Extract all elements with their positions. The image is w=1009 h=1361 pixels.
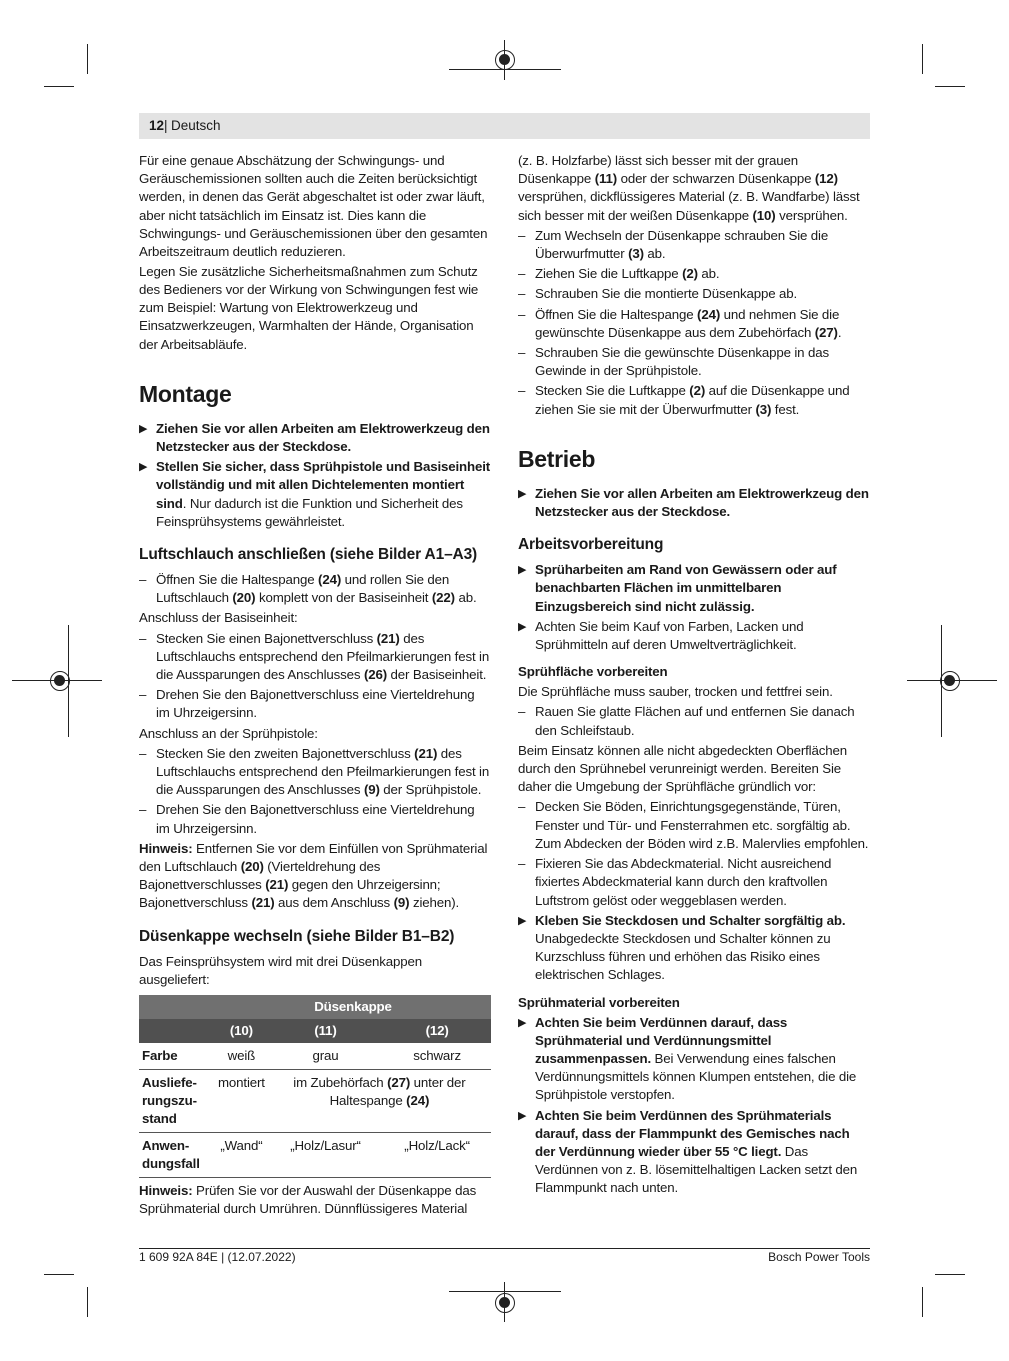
hinweis-note: Hinweis: Prüfen Sie vor der Auswahl der Düsenkappe das Sprühmaterial durch Umrühren. Dünnflüssigeres Material — [139, 1183, 477, 1217]
continued-paragraph: (z. B. Holzfarbe) lässt sich besser mit der grauen Düsenkappe (11) oder der schwarzen Düsenkappe (12) versprühen, dickflüssigeres Material (z. B. Wandfarbe) lässt sich besser mit der weißen Düsenkappe (10) versprühen. — [518, 153, 860, 223]
table-title: Düsenkappe — [215, 995, 491, 1019]
crop-mark — [44, 1274, 74, 1275]
crop-mark — [922, 44, 923, 74]
warning-item: ▶ Ziehen Sie vor allen Arbeiten am Elektrowerkzeug den Netzstecker aus der Steckdose. — [139, 420, 491, 456]
list-item: – Öffnen Sie die Haltespange (24) und nehmen Sie die gewünschte Düsenkappe aus dem Zubehörfach (27). — [518, 306, 870, 342]
table-col-header: (10) — [215, 1019, 268, 1043]
duesen-intro: Das Feinsprühsystem wird mit drei Düsenkappen ausgeliefert: — [139, 953, 422, 987]
warning-item: ▶ Achten Sie beim Verdünnen des Sprühmaterials darauf, dass der Flammpunkt des Gemisches nach der Verdünnung wieder über 55 °C liegt. Das Verdünnen von z. B. lösemittelhaltigen Lacken setzt den Flammpunkt nach unten. — [518, 1107, 870, 1198]
crop-mark — [87, 1287, 88, 1317]
intro-paragraph: Legen Sie zusätzliche Sicherheitsmaßnahmen zum Schutz des Bedieners vor der Wirkung von Schwingungen fest wie zum Beispiel: Wartung von Elektrowerkzeug und Einsatzwerkzeugen, Warmhalten der Hände, Organisation der Arbeitsabläufe. — [139, 263, 479, 352]
subsection-title-duesenkappe: Düsenkappe wechseln (siehe Bilder B1–B2) — [139, 927, 455, 945]
list-item: – Rauen Sie glatte Flächen auf und entfernen Sie danach den Schleifstaub. — [518, 703, 870, 739]
registration-target-icon — [940, 671, 960, 691]
subheading-spruehflaeche: Sprühfläche vorbereiten — [518, 664, 668, 680]
section-title-montage: Montage — [139, 380, 232, 407]
warning-item: ▶ Sprüharbeiten am Rand von Gewässern oder auf benachbarten Flächen im unmittelbaren Einzugsbereich sind nicht zulässig. — [518, 561, 870, 616]
list-item: – Ziehen Sie die Luftkappe (2) ab. — [518, 265, 870, 283]
list-item: – Drehen Sie den Bajonettverschluss eine Vierteldrehung im Uhrzeigersinn. — [139, 686, 491, 722]
list-item: – Drehen Sie den Bajonettverschluss eine Vierteldrehung im Uhrzeigersinn. — [139, 801, 491, 837]
crop-mark — [44, 86, 74, 87]
label-anschluss-pistole: Anschluss an der Sprühpistole: — [139, 725, 318, 741]
list-item: – Fixieren Sie das Abdeckmaterial. Nicht ausreichend fixiertes Abdeckmaterial kann durch den kraftvollen Luftstrom gelöst oder weggeblasen werden. — [518, 855, 870, 910]
subsection-title-luftschlauch: Luftschlauch anschließen (siehe Bilder A1–A3) — [139, 545, 478, 563]
table-col-header: (12) — [383, 1019, 491, 1043]
footer-rule — [139, 1248, 870, 1249]
registration-target-icon — [495, 1293, 515, 1313]
list-item: – Stecken Sie die Luftkappe (2) auf die Düsenkappe und ziehen Sie sie mit der Überwurfmutter (3) fest. — [518, 382, 870, 418]
table-row: Farbe weiß grau schwarz — [139, 1043, 491, 1070]
list-item: – Zum Wechseln der Düsenkappe schrauben Sie die Überwurfmutter (3) ab. — [518, 227, 870, 263]
crop-mark — [87, 44, 88, 74]
registration-target-icon — [495, 50, 515, 70]
list-item: – Schrauben Sie die gewünschte Düsenkappe in das Gewinde in der Sprühpistole. — [518, 344, 870, 380]
right-column — [518, 152, 870, 1200]
header-separator: | — [164, 118, 168, 133]
warning-item: ▶ Stellen Sie sicher, dass Sprühpistole und Basiseinheit vollständig und mit allen Dichtelementen montiert sind. Nur dadurch ist die Funktion und Sicherheit des Feinsprühsystems gewährleistet. — [139, 458, 491, 531]
page-number: 12 — [149, 118, 165, 133]
list-item: – Schrauben Sie die montierte Düsenkappe ab. — [518, 285, 870, 303]
list-item: – Decken Sie Böden, Einrichtungsgegenstände, Türen, Fenster und Tür- und Fensterrahmen etc. sorgfältig ab. Zum Abdecken der Böden wird z.B. Malervlies empfohlen. — [518, 798, 870, 853]
crop-mark — [922, 1287, 923, 1317]
table-col-header: (11) — [268, 1019, 383, 1043]
subsection-title-arbeitsvorbereitung: Arbeitsvorbereitung — [518, 536, 664, 554]
hinweis-note: Hinweis: Entfernen Sie vor dem Einfüllen von Sprühmaterial den Luftschlauch (20) (Vierteldrehung des Bajonettverschlusses (21) gegen den Uhrzeigersinn; Bajonettverschluss (21) aus dem Anschluss (9) ziehen). — [139, 840, 488, 911]
registration-line — [449, 1291, 561, 1292]
table-row: Auslieferungszustand montiert im Zubehörfach (27) unter der Haltespange (24) — [139, 1070, 491, 1133]
section-title-betrieb: Betrieb — [518, 445, 596, 472]
header-language: Deutsch — [171, 118, 221, 133]
label-anschluss-basis: Anschluss der Basiseinheit: — [139, 610, 298, 626]
crop-mark — [935, 86, 965, 87]
warning-item: ▶ Ziehen Sie vor allen Arbeiten am Elektrowerkzeug den Netzstecker aus der Steckdose. — [518, 485, 870, 521]
crop-mark — [935, 1274, 965, 1275]
subheading-spruehmaterial: Sprühmaterial vorbereiten — [518, 994, 680, 1010]
footer-doc-id: 1 609 92A 84E | (12.07.2022) — [139, 1250, 296, 1264]
paragraph: Die Sprühfläche muss sauber, trocken und fettfrei sein. — [518, 684, 833, 700]
paragraph: Beim Einsatz können alle nicht abgedeckten Oberflächen durch den Sprühnebel verunreinigt werden. Bereiten Sie daher die Umgebung der Sprühfläche gründlich vor: — [518, 742, 847, 795]
registration-target-icon — [50, 671, 70, 691]
footer-brand: Bosch Power Tools — [768, 1250, 870, 1264]
left-column — [139, 152, 491, 1220]
list-item: – Öffnen Sie die Haltespange (24) und rollen Sie den Luftschlauch (20) komplett von der Basiseinheit (22) ab. — [139, 571, 491, 607]
warning-item: ▶ Kleben Sie Steckdosen und Schalter sorgfältig ab. Unabgedeckte Steckdosen und Schalter können zu Kurzschluss führen und erhöhen das Risiko eines elektrischen Schlages. — [518, 912, 870, 985]
nozzle-cap-table — [139, 995, 491, 1178]
warning-item: ▶ Achten Sie beim Kauf von Farben, Lacken und Sprühmitteln auf deren Umweltverträglichkeit. — [518, 618, 870, 654]
table-row: Anwendungsfall „Wand“ „Holz/Lasur“ „Holz/Lack“ — [139, 1133, 491, 1178]
page-header — [139, 113, 870, 139]
warning-item: ▶ Achten Sie beim Verdünnen darauf, dass Sprühmaterial und Verdünnungsmittel zusammenpassen. Bei Verwendung eines falschen Verdünnungsmittels können Klumpen entstehen, die die Sprühpistole verstopfen. — [518, 1014, 870, 1105]
intro-paragraph: Für eine genaue Abschätzung der Schwingungs- und Geräuschemissionen sollten auch die Zeiten berücksichtigt werden, in denen das Gerät abgeschaltet ist oder zwar läuft, aber nicht tatsächlich im Einsatz ist. Dies kann die Schwingungs- und Geräuschemissionen über den gesamten Arbeitszeitraum deutlich reduzieren. — [139, 153, 488, 260]
list-item: – Stecken Sie den zweiten Bajonettverschluss (21) des Luftschlauchs entsprechend den Pfeilmarkierungen fest in die Aussparungen des Anschlusses (9) der Sprühpistole. — [139, 745, 491, 800]
list-item: – Stecken Sie einen Bajonettverschluss (21) des Luftschlauchs entsprechend den Pfeilmarkierungen fest in die Aussparungen des Anschlusses (26) der Basiseinheit. — [139, 630, 491, 685]
